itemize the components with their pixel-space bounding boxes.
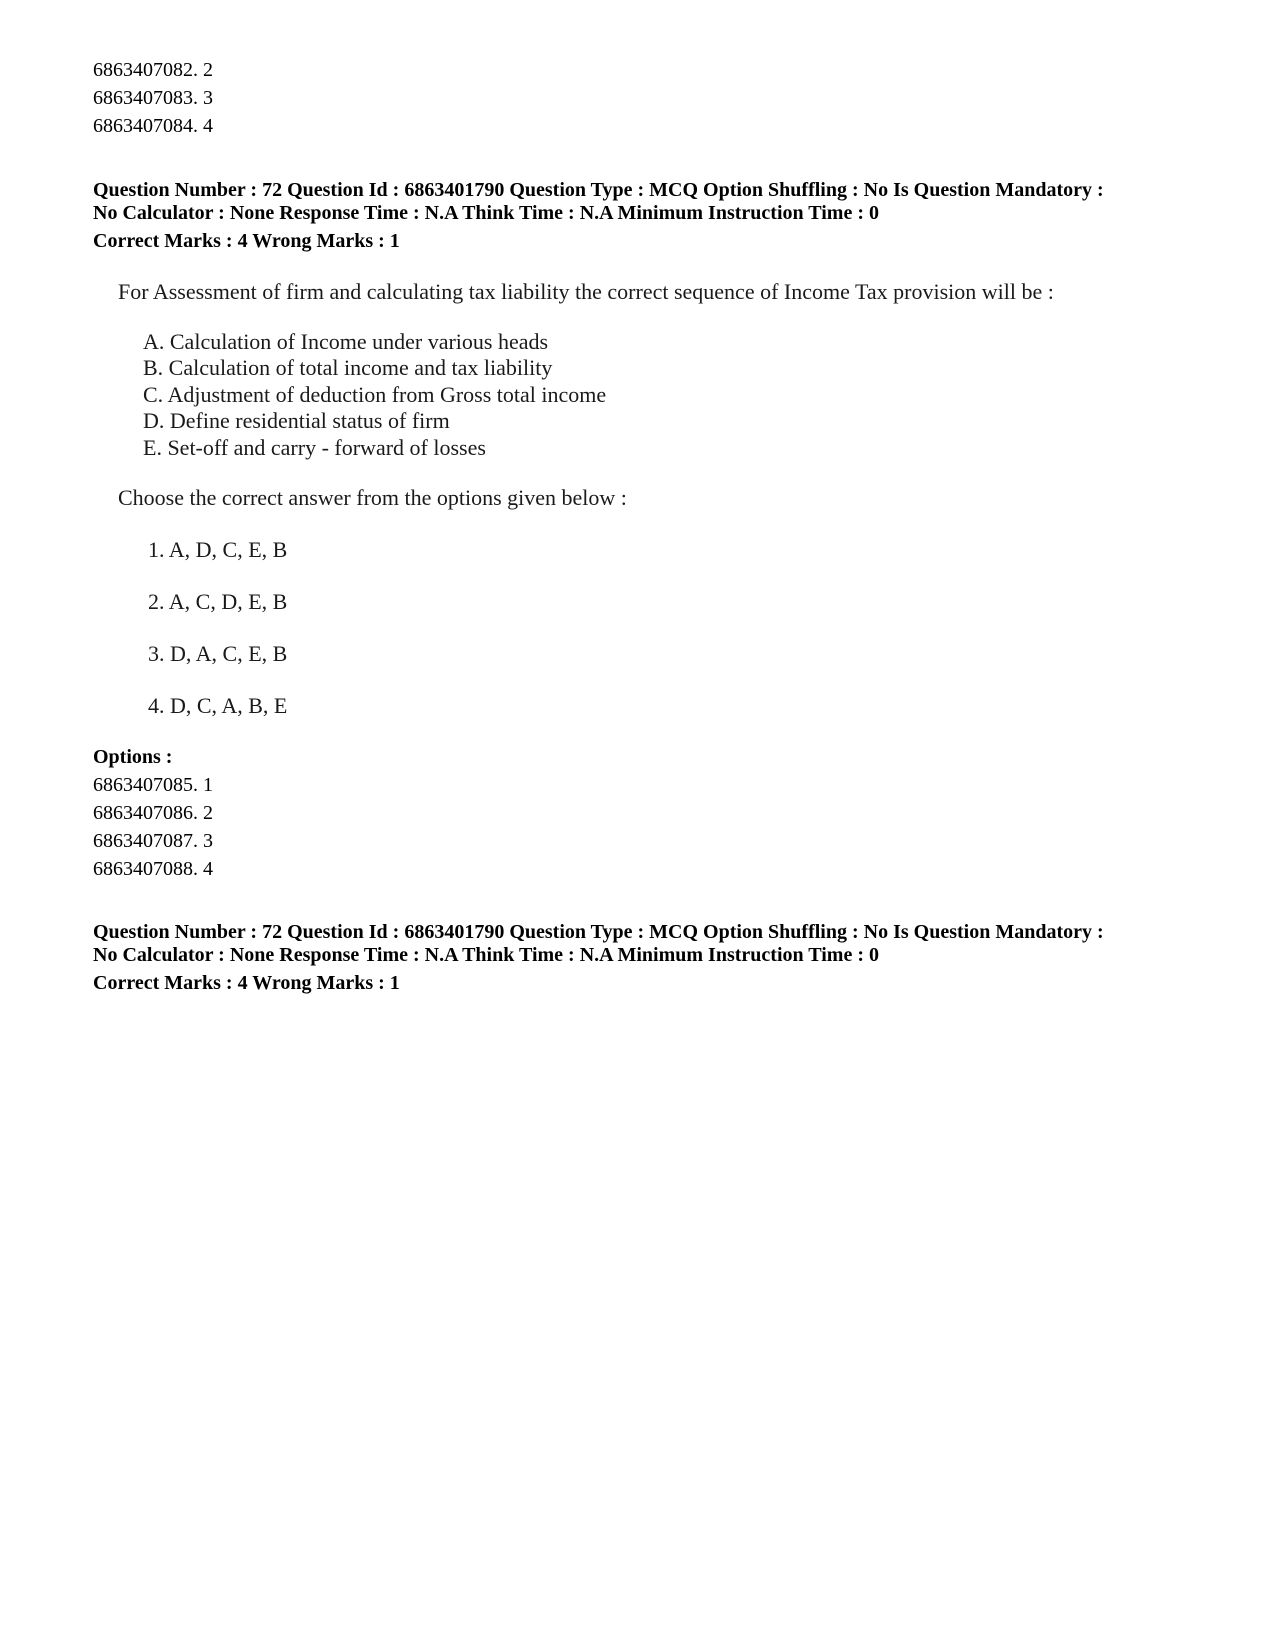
option-2: 6863407086. 2: [93, 802, 213, 824]
next-question-marks: Correct Marks : 4 Wrong Marks : 1: [93, 972, 400, 994]
prev-option-1: 6863407082. 2: [93, 59, 213, 81]
statement-b: B. Calculation of total income and tax liability: [143, 355, 553, 380]
question-meta-line-2: No Calculator : None Response Time : N.A Think Time : N.A Minimum Instruction Time : 0: [93, 202, 879, 224]
choice-2: 2. A, C, D, E, B: [148, 589, 288, 614]
option-1: 6863407085. 1: [93, 774, 213, 796]
option-3: 6863407087. 3: [93, 830, 213, 852]
choice-1: 1. A, D, C, E, B: [148, 537, 288, 562]
prev-option-2: 6863407083. 3: [93, 87, 213, 109]
options-label: Options :: [93, 746, 173, 768]
question-marks: Correct Marks : 4 Wrong Marks : 1: [93, 230, 400, 252]
question-meta-line-1: Question Number : 72 Question Id : 6863401790 Question Type : MCQ Option Shuffling : No Is Question Mandatory :: [93, 179, 1104, 201]
statement-a: A. Calculation of Income under various heads: [143, 329, 549, 354]
question-stem: For Assessment of firm and calculating tax liability the correct sequence of Income Tax provision will be :: [118, 279, 1054, 304]
choice-4: 4. D, C, A, B, E: [148, 693, 288, 718]
statement-c: C. Adjustment of deduction from Gross total income: [143, 382, 607, 407]
statement-d: D. Define residential status of firm: [143, 408, 450, 433]
answer-instruction: Choose the correct answer from the options given below :: [118, 485, 627, 510]
next-question-meta-line-2: No Calculator : None Response Time : N.A Think Time : N.A Minimum Instruction Time : 0: [93, 944, 879, 966]
option-4: 6863407088. 4: [93, 858, 213, 880]
choice-3: 3. D, A, C, E, B: [148, 641, 288, 666]
prev-option-3: 6863407084. 4: [93, 115, 213, 137]
next-question-meta-line-1: Question Number : 72 Question Id : 6863401790 Question Type : MCQ Option Shuffling : No Is Question Mandatory :: [93, 921, 1104, 943]
statement-e: E. Set-off and carry - forward of losses: [143, 435, 486, 460]
